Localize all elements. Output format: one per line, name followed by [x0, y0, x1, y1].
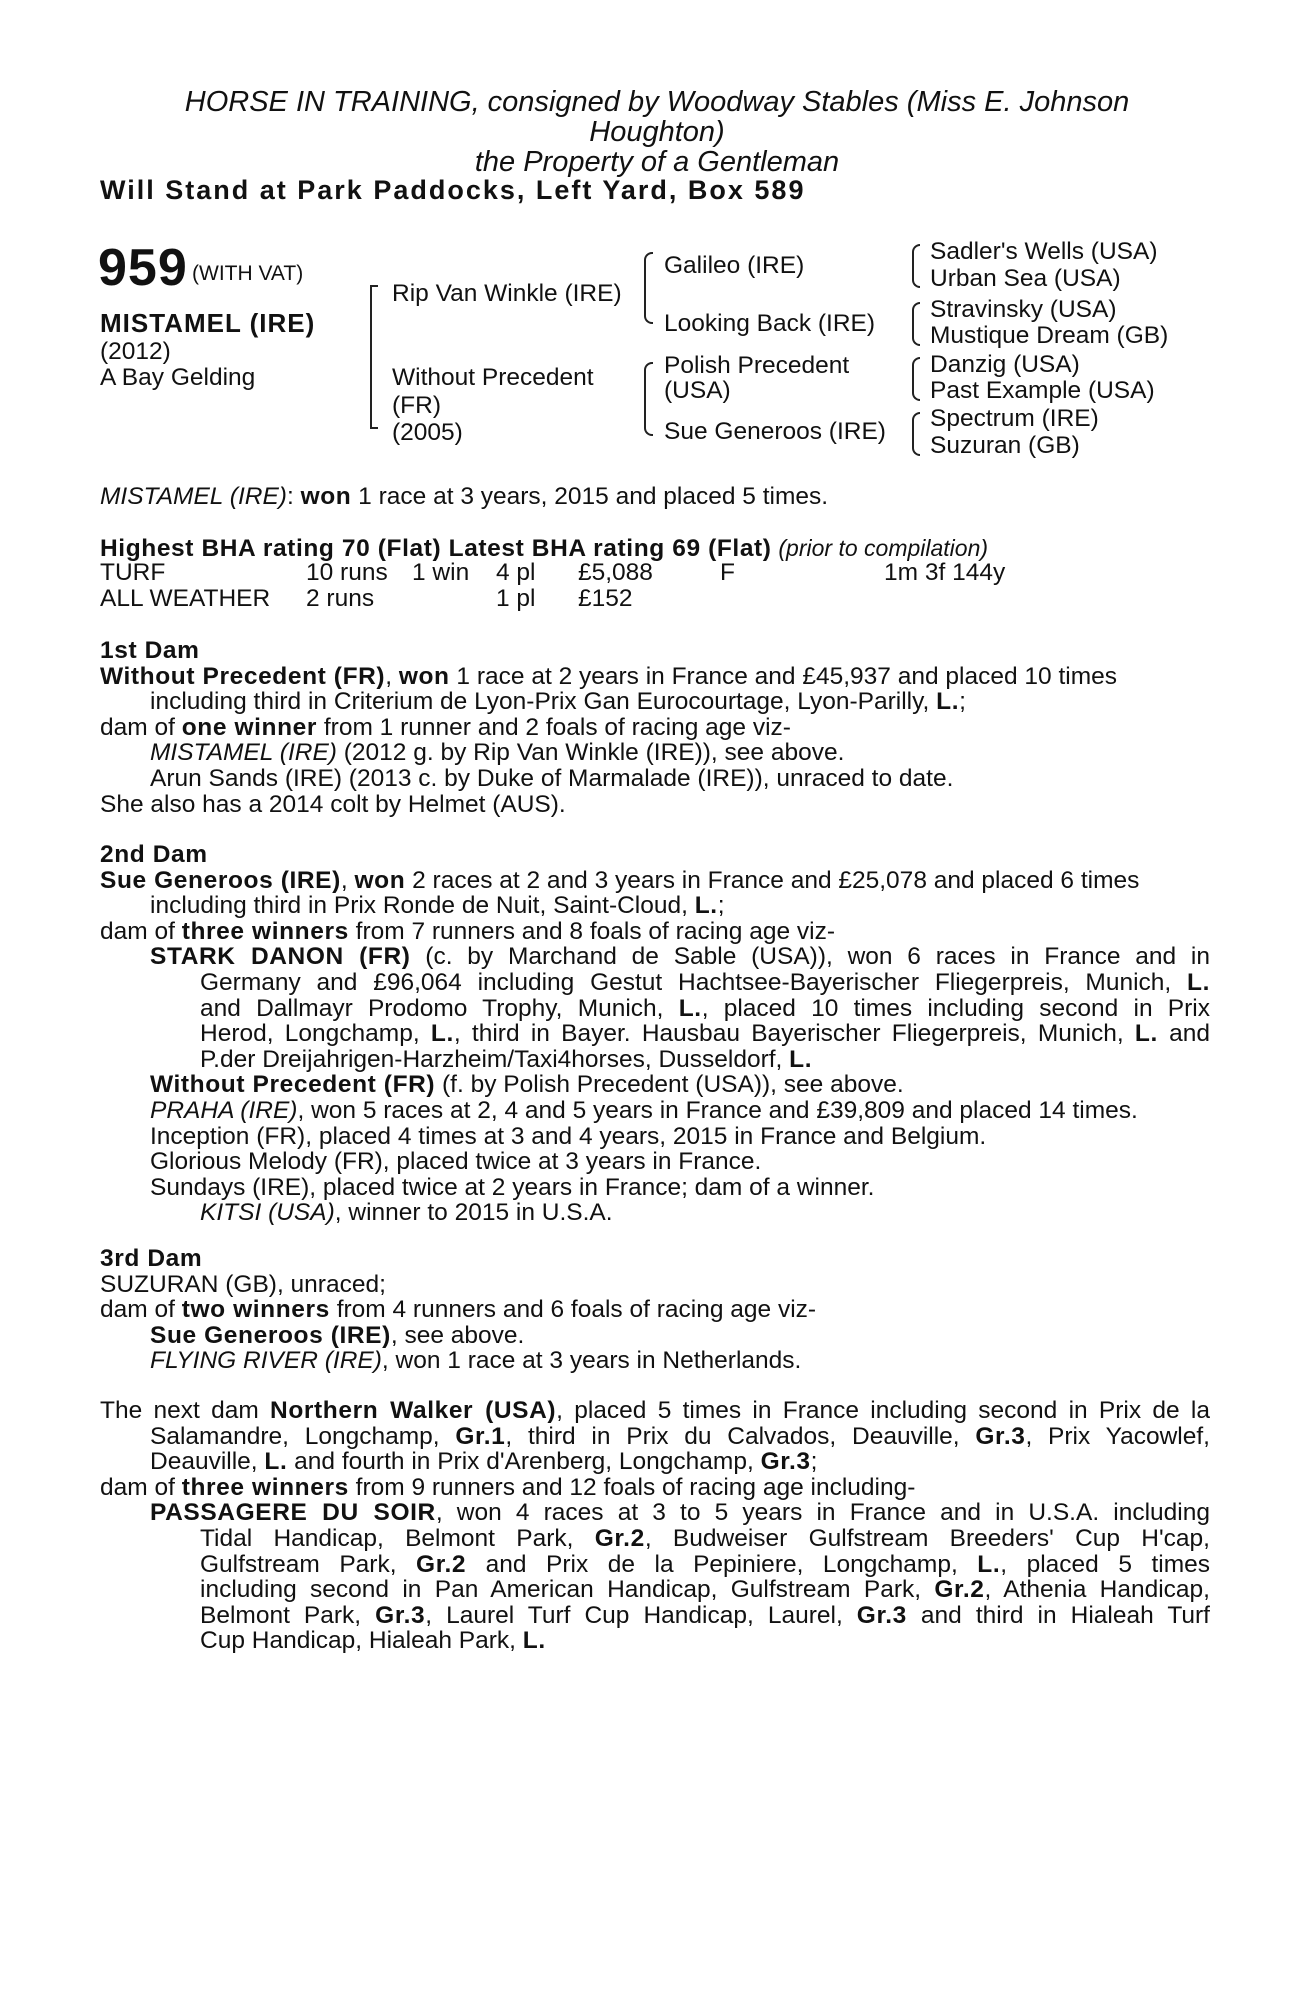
pedigree-dss: Danzig (USA)	[930, 351, 1080, 378]
second-dam-section: 2nd Dam Sue Generoos (IRE), won 2 races at 2 and 3 years in France and £25,078 and placed 6 times including third in Prix Ronde de Nuit, Saint-Cloud, L.; dam of three winners from 7 runners and 8 foals of racing age viz- STARK DANON (FR) (c. by Marchand de Sable (USA)), won 6 races in France and in Germany and £96,064 including Gestut Hachtsee-Bayerischer Fliegerpreis, Munich, L. and Dallmayr Prodomo Trophy, Munich, L., placed 10 times including second in Prix Herod, Longchamp, L., third in Bayer. Hausbau Bayerischer Fliegerpreis, Munich, L. and P.der Dreijahrigen-Harzheim/Taxi4horses, Dusseldorf, L. Without Precedent (FR) (f. by Polish Precedent (USA)), see above. PRAHA (IRE), won 5 races at 2, 4 and 5 years in France and £39,809 and placed 14 times. Inception (FR), placed 4 times at 3 and 4 years, 2015 in France and Belgium. Glorious Melody (FR), placed twice at 3 years in France. Sundays (IRE), placed twice at 2 years in France; dam of a winner. KITSI (USA), winner to 2015 in U.S.A.	[100, 841, 1211, 1227]
pedigree-sire: Rip Van Winkle (IRE)	[392, 280, 622, 307]
pedigree-dds: Spectrum (IRE)	[930, 405, 1099, 432]
brace-polish-precedent	[912, 357, 920, 401]
progeny-inception: Inception (FR), placed 4 times at 3 and 4 years, 2015 in France and Belgium.	[150, 1122, 987, 1150]
sire-brace	[644, 252, 653, 324]
property-line: the Property of a Gentleman	[474, 146, 840, 178]
pedigree-dam-sire-origin: (USA)	[664, 377, 731, 404]
third-dam-section: 3rd Dam SUZURAN (GB), unraced; dam of two winners from 4 runners and 6 foals of racing age viz- Sue Generoos (IRE), see above. FLYING RIVER (IRE), won 1 race at 3 years in Netherlands.	[100, 1246, 1210, 1374]
next-dam-section: The next dam Northern Walker (USA), placed 5 times in France including second in Prix de la Salamandre, Longchamp, Gr.1, third in Prix du Calvados, Deauville, Gr.3, Prix Yacowlef, Deauville, L. and fourth in Prix d'Arenberg, Longchamp, Gr.3; dam of three winners from 9 runners and 12 foals of racing age including- PASSAGERE DU SOIR, won 4 races at 3 to 5 years in France and in U.S.A. including Tidal Handicap, Belmont Park, Gr.2, Budweiser Gulfstream Breeders' Cup H'cap, Gulfstream Park, Gr.2 and Prix de la Pepiniere, Longchamp, L., placed 5 times including second in Pan American Handicap, Gulfstream Park, Gr.2, Athenia Handicap, Belmont Park, Gr.3, Laurel Turf Cup Handicap, Laurel, Gr.3 and third in Hialeah Turf Cup Handicap, Hialeah Park, L.	[100, 1397, 1210, 1655]
pedigree-dam-year: (2005)	[392, 419, 463, 446]
pedigree-dam-dam: Sue Generoos (IRE)	[664, 418, 886, 445]
pedigree-dsd: Past Example (USA)	[930, 377, 1155, 404]
section-title: 3rd Dam	[100, 1245, 203, 1272]
brace-sue-generoos	[912, 412, 920, 456]
progeny-sundays: Sundays (IRE), placed twice at 2 years in France; dam of a winner.	[150, 1173, 875, 1201]
stand-location: Will Stand at Park Paddocks, Left Yard, Box 589	[100, 175, 806, 205]
progeny-passagere-du-soir: PASSAGERE DU SOIR, won 4 races at 3 to 5 years in France and in U.S.A. including	[150, 1499, 1210, 1527]
pedigree-dam-sire: Polish Precedent	[664, 352, 850, 379]
progeny-praha: PRAHA (IRE), won 5 races at 2, 4 and 5 years in France and £39,809 and placed 14 times.	[150, 1096, 1138, 1124]
pedigree-sdd: Mustique Dream (GB)	[930, 322, 1169, 349]
dam-record-line: Without Precedent (FR), won 1 race at 2 years in France and £45,937 and placed 10 times	[100, 662, 1117, 690]
pedigree-main-brace	[370, 285, 378, 429]
pedigree-dam-origin: (FR)	[392, 392, 441, 419]
brace-looking-back	[912, 302, 920, 346]
brace-galileo	[912, 244, 920, 288]
pedigree-ssd: Urban Sea (USA)	[930, 265, 1121, 292]
progeny-kitsi: KITSI (USA), winner to 2015 in U.S.A.	[200, 1199, 613, 1227]
section-title: 2nd Dam	[100, 841, 208, 868]
pedigree-ddd: Suzuran (GB)	[930, 432, 1080, 459]
pedigree-sire-sire: Galileo (IRE)	[664, 252, 805, 279]
vat-note: (WITH VAT)	[192, 262, 304, 285]
progeny-stark-danon: STARK DANON (FR) (c. by Marchand de Sable (USA)), won 6 races in France and in	[150, 943, 1210, 971]
horse-description: A Bay Gelding	[100, 364, 256, 391]
turf-record-row: TURF 10 runs 1 win 4 pl £5,088 F 1m 3f 144y	[100, 559, 1006, 586]
pedigree-sire-dam: Looking Back (IRE)	[664, 310, 876, 337]
consignor-line-2: Houghton)	[589, 116, 725, 148]
lot-number: 959	[98, 239, 188, 297]
progeny-without-precedent: Without Precedent (FR) (f. by Polish Precedent (USA)), see above.	[150, 1071, 904, 1099]
consignor-line: HORSE IN TRAINING, consigned by Woodway Stables (Miss E. Johnson	[184, 86, 1130, 118]
dam-brace	[644, 362, 653, 436]
section-title: 1st Dam	[100, 637, 200, 664]
progeny-glorious-melody: Glorious Melody (FR), placed twice at 3 years in France.	[150, 1148, 762, 1176]
horse-name: MISTAMEL (IRE)	[100, 308, 316, 338]
race-summary: MISTAMEL (IRE): won 1 race at 3 years, 2015 and placed 5 times.	[100, 483, 829, 510]
foaling-year: (2012)	[100, 338, 171, 365]
pedigree-dam: Without Precedent	[392, 364, 594, 391]
first-dam-section: 1st Dam Without Precedent (FR), won 1 race at 2 years in France and £45,937 and placed 10 times including third in Criterium de Lyon-Prix Gan Eurocourtage, Lyon-Parilly, L.; dam of one winner from 1 runner and 2 foals of racing age viz- MISTAMEL (IRE) (2012 g. by Rip Van Winkle (IRE)), see above. Arun Sands (IRE) (2013 c. by Duke of Marmalade (IRE)), unraced to date. She also has a 2014 colt by Helmet (AUS).	[100, 638, 1210, 817]
pedigree-sds: Stravinsky (USA)	[930, 296, 1117, 323]
bha-rating: Highest BHA rating 70 (Flat) Latest BHA rating 69 (Flat) (prior to compilation)	[100, 535, 989, 562]
all-weather-record-row: ALL WEATHER 2 runs 1 pl £152	[100, 585, 633, 612]
pedigree-sss: Sadler's Wells (USA)	[930, 238, 1158, 265]
